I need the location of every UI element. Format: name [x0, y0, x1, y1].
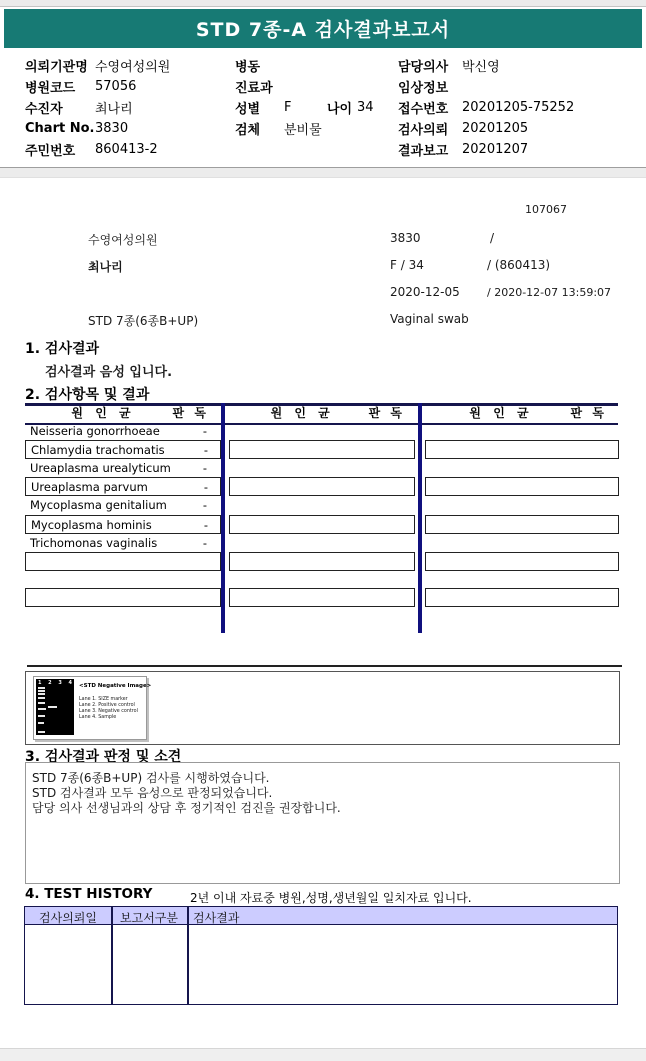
- gel-band: [38, 731, 45, 733]
- history-col-header: 검사결과: [193, 911, 240, 925]
- doc-hospital-name: 수영여성의원: [88, 233, 158, 247]
- organism-result: -: [203, 443, 208, 457]
- patient-info-middle: [235, 55, 395, 139]
- result-table-header-group: [423, 403, 618, 420]
- organism-result: -: [203, 480, 208, 494]
- field-value: 20201205-75252: [462, 100, 575, 115]
- empty-result-box: [229, 552, 415, 571]
- field-value: F: [284, 100, 292, 115]
- test-history-table: [24, 906, 618, 1006]
- organism-result: -: [203, 518, 208, 532]
- doc-test-name: STD 7종(6종B+UP): [88, 314, 199, 328]
- doc-chart-no: 3830: [390, 231, 421, 245]
- column-divider: [221, 403, 225, 633]
- field-row: [25, 97, 230, 118]
- field-value: 분비물: [284, 123, 322, 138]
- field-label: 병원코드: [25, 81, 76, 96]
- field-label: 검사의뢰: [398, 123, 449, 138]
- doc-patient-name: 최나리: [88, 260, 123, 274]
- history-col-header: 보고서구분: [120, 911, 178, 925]
- field-label: 임상정보: [398, 81, 449, 96]
- section2-bottom-rule: [27, 665, 622, 667]
- empty-result-box: [425, 552, 619, 571]
- doc-report-datetime: / 2020-12-07 13:59:07: [487, 286, 612, 299]
- comment-line: STD 검사결과 모두 음성으로 판정되었습니다.: [32, 786, 273, 800]
- reading-col-header: 판 독: [172, 406, 209, 420]
- organism-result: -: [202, 424, 207, 438]
- field-label: 나이: [327, 102, 353, 117]
- field-row: [25, 76, 230, 97]
- report-title: STD 7종-A 검사결과보고서: [195, 19, 451, 41]
- reading-col-header: 판 독: [368, 406, 405, 420]
- history-column-divider: [187, 907, 189, 924]
- empty-result-box: [425, 588, 619, 607]
- doc-request-date: 2020-12-05: [390, 285, 460, 299]
- field-value: 최나리: [95, 102, 133, 117]
- gel-sample-band: [48, 706, 57, 708]
- history-empty-row: [24, 925, 618, 1005]
- field-row: [25, 55, 230, 76]
- section-divider: [0, 167, 646, 178]
- field-row: [398, 76, 643, 97]
- field-label: 수진자: [25, 102, 63, 117]
- patient-info-left: [25, 55, 230, 160]
- gel-band: [38, 697, 45, 699]
- comment-line: STD 7종(6종B+UP) 검사를 시행하였습니다.: [32, 771, 270, 785]
- result-table-header-group: [227, 403, 415, 420]
- doc-specimen: Vaginal swab: [390, 312, 469, 326]
- organism-name: Ureaplasma parvum: [31, 480, 148, 494]
- gel-band: [38, 687, 45, 689]
- organism-result: -: [202, 461, 207, 475]
- organism-name: Neisseria gonorrhoeae: [30, 424, 160, 438]
- empty-result-box: [25, 588, 221, 607]
- result-table-header-group: [25, 403, 220, 420]
- history-column-divider: [187, 925, 189, 1004]
- field-label: 주민번호: [25, 144, 76, 159]
- report-title-bar: [4, 9, 642, 48]
- empty-result-box: [229, 515, 415, 534]
- organism-name: Mycoplasma genitalium: [30, 498, 167, 512]
- history-col-header: 검사의뢰일: [39, 911, 97, 925]
- field-value: 860413-2: [95, 142, 158, 157]
- organism-row: [25, 422, 219, 439]
- field-row: [235, 55, 395, 76]
- organism-name: Chlamydia trachomatis: [31, 443, 165, 457]
- field-label: Chart No.: [25, 121, 95, 136]
- gel-band: [38, 690, 45, 692]
- gel-electrophoresis-image: [36, 679, 74, 735]
- gel-band: [38, 693, 45, 695]
- empty-result-box: [425, 515, 619, 534]
- doc-sex-age: F / 34: [390, 258, 424, 272]
- gel-lane-label: Lane 1. SIZE marker: [79, 697, 128, 702]
- organism-result: -: [202, 536, 207, 550]
- organism-row: [25, 496, 219, 513]
- field-label: 병동: [235, 60, 261, 75]
- field-row: [235, 118, 395, 139]
- reading-col-header: 판 독: [570, 406, 607, 420]
- organism-row: [25, 440, 221, 459]
- gel-band: [38, 702, 45, 704]
- field-row: [25, 118, 230, 139]
- organism-row: [25, 534, 219, 551]
- field-row: [398, 97, 643, 118]
- field-value: 3830: [95, 121, 129, 136]
- empty-result-box: [229, 440, 415, 459]
- gel-band: [38, 708, 46, 710]
- section1-heading: 1. 검사결과: [25, 341, 100, 357]
- organism-row: [25, 515, 221, 534]
- empty-result-box: [25, 552, 221, 571]
- history-column-divider: [111, 907, 113, 924]
- organism-col-header: 원 인 균: [71, 406, 135, 420]
- empty-result-box: [229, 588, 415, 607]
- field-value: 박신영: [462, 60, 500, 75]
- field-label: 성별: [235, 102, 261, 117]
- gel-band: [38, 722, 44, 724]
- organism-row: [25, 477, 221, 496]
- empty-result-box: [425, 440, 619, 459]
- organism-name: Ureaplasma urealyticum: [30, 461, 171, 475]
- field-row: [398, 55, 643, 76]
- field-row: [235, 76, 395, 97]
- gel-caption: <STD Negative Image>: [79, 683, 152, 689]
- field-label: 접수번호: [398, 102, 449, 117]
- field-label: 검체: [235, 123, 261, 138]
- gel-lane-label: Lane 2. Positive control: [79, 703, 135, 708]
- gel-lane-label: Lane 4. Sample: [79, 715, 117, 720]
- section1-result: 검사결과 음성 입니다.: [45, 365, 173, 380]
- organism-col-header: 원 인 균: [270, 406, 334, 420]
- section3-heading: 3. 검사결과 판정 및 소견: [25, 749, 182, 765]
- organism-row: [25, 459, 219, 476]
- field-row: [398, 118, 643, 139]
- field-row: [25, 139, 230, 160]
- window-top-edge: [0, 0, 646, 7]
- field-value: 20201205: [462, 121, 529, 136]
- field-label: 의뢰기관명: [25, 60, 88, 75]
- history-header-row: [24, 906, 618, 925]
- field-row: [235, 97, 395, 118]
- field-value: 34: [357, 100, 374, 115]
- field-label: 담당의사: [398, 60, 449, 75]
- organism-col-header: 원 인 균: [469, 406, 533, 420]
- form-number: 107067: [525, 203, 567, 216]
- empty-result-box: [425, 477, 619, 496]
- patient-info-right: [398, 55, 643, 160]
- history-column-divider: [111, 925, 113, 1004]
- history-note: 2년 이내 자료중 병원,성명,생년월일 일치자료 입니다.: [190, 891, 472, 905]
- doc-birth: / (860413): [487, 258, 551, 272]
- field-value: 수영여성의원: [95, 60, 171, 75]
- field-label: 결과보고: [398, 144, 449, 159]
- gel-band: [38, 715, 45, 717]
- gel-lane-numbers: 1 2 3 4: [38, 680, 72, 686]
- field-value: 20201207: [462, 142, 529, 157]
- field-row: [398, 139, 643, 160]
- window-bottom-edge: [0, 1048, 646, 1061]
- comment-line: 담당 의사 선생님과의 상담 후 정기적인 검진을 권장합니다.: [32, 801, 341, 815]
- field-label: 진료과: [235, 81, 273, 96]
- organism-name: Mycoplasma hominis: [31, 518, 152, 532]
- organism-name: Trichomonas vaginalis: [30, 536, 158, 550]
- section2-heading: 2. 검사항목 및 결과: [25, 387, 150, 403]
- field-value: 57056: [95, 79, 137, 94]
- empty-result-box: [229, 477, 415, 496]
- doc-chart-slash: /: [490, 231, 495, 245]
- organism-result: -: [202, 498, 207, 512]
- column-divider: [418, 403, 422, 633]
- section4-heading: 4. TEST HISTORY: [25, 886, 153, 902]
- gel-lane-label: Lane 3. Negative control: [79, 709, 138, 714]
